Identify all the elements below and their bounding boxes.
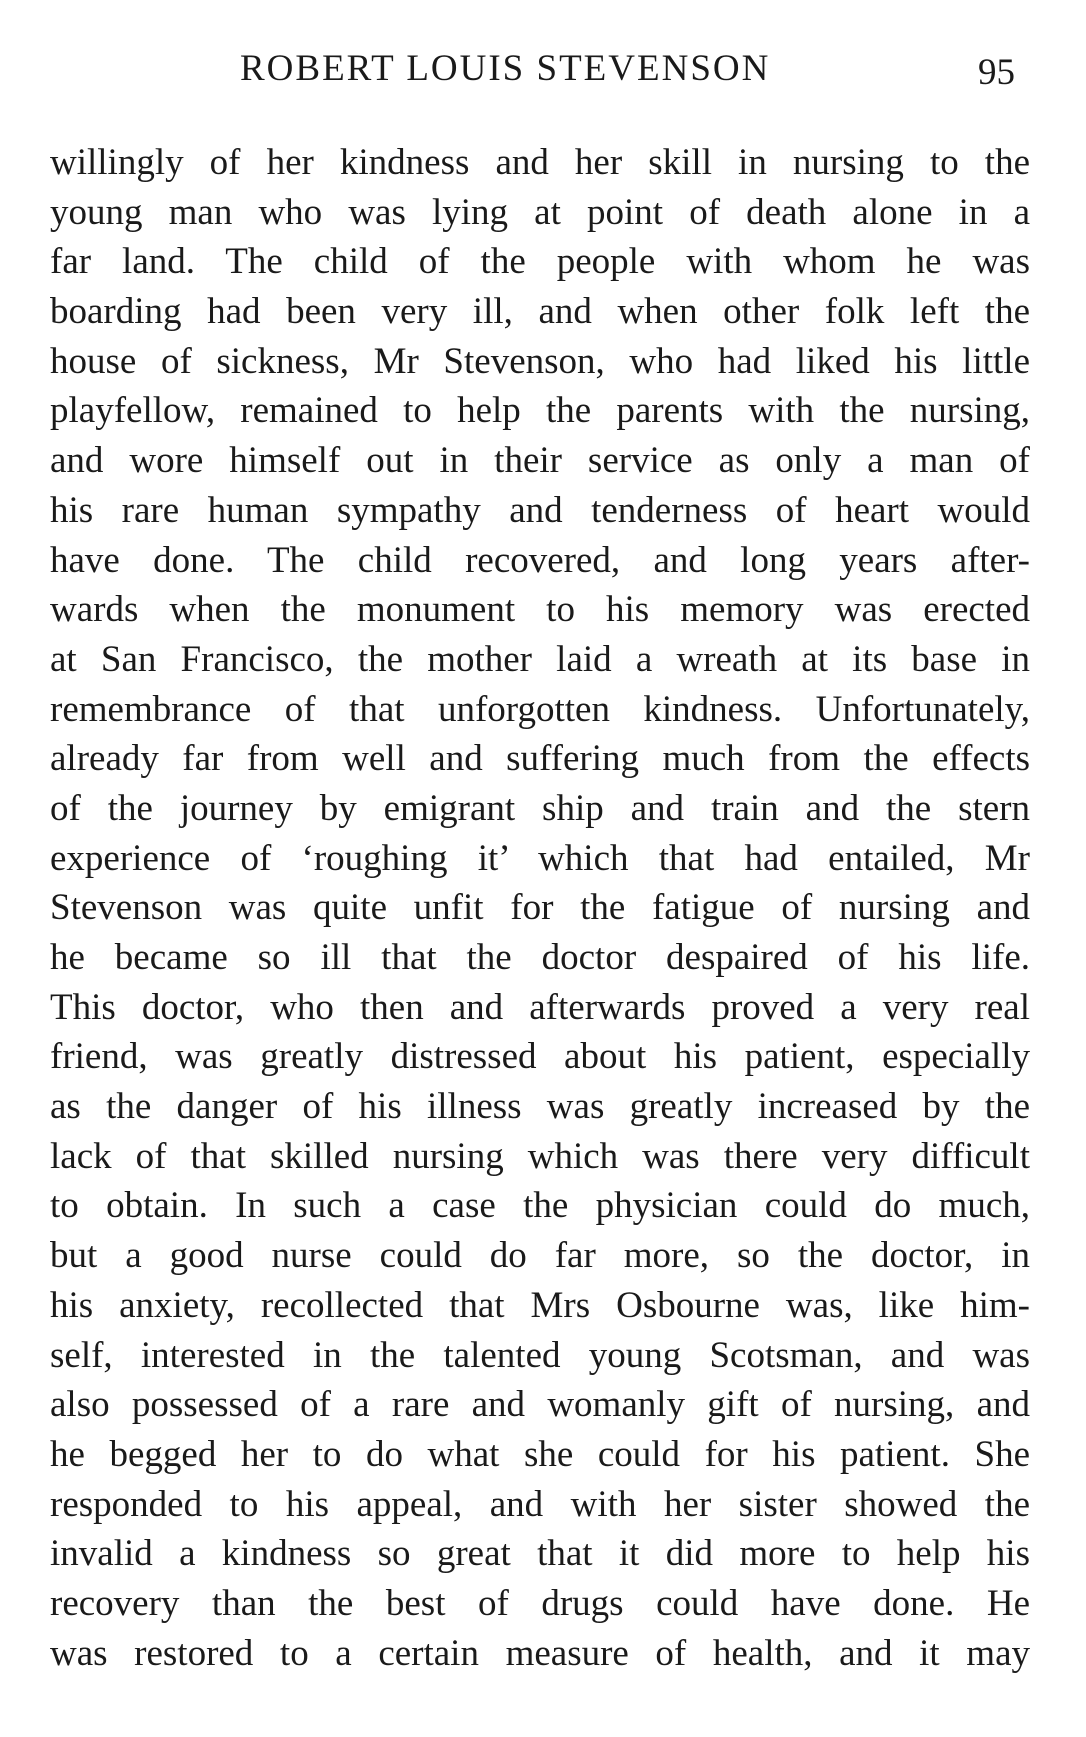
text-line: remembrance of that unforgotten kindness. Unfortunately, [50,688,1030,730]
text-line: his anxiety, recollected that Mrs Osbourne was, like him- [50,1284,1030,1326]
body-text [50,138,1030,1678]
text-line: responded to his appeal, and with her sister showed the [50,1483,1030,1525]
text-line: his rare human sympathy and tenderness of heart would [50,489,1030,531]
text-line: house of sickness, Mr Stevenson, who had liked his little [50,340,1030,382]
text-line: boarding had been very ill, and when other folk left the [50,291,1030,333]
text-line: have done. The child recovered, and long years after- [50,539,1030,581]
text-line: friend, was greatly distressed about his patient, especially [50,1036,1030,1078]
text-line: young man who was lying at point of death alone in a [50,191,1030,233]
text-line: already far from well and suffering much from the effects [50,738,1030,780]
text-line: was restored to a certain measure of health, and it may [50,1632,1030,1674]
text-line: willingly of her kindness and her skill in nursing to the [50,142,1030,183]
text-line: to obtain. In such a case the physician could do much, [50,1185,1030,1227]
text-line: far land. The child of the people with whom he was [50,241,1030,283]
text-line: This doctor, who then and afterwards proved a very real [50,986,1030,1028]
text-line: at San Francisco, the mother laid a wreath at its base in [50,638,1030,680]
text-line: playfellow, remained to help the parents with the nursing, [50,390,1030,432]
text-line: lack of that skilled nursing which was there very difficult [50,1135,1030,1177]
text-line: self, interested in the talented young Scotsman, and was [50,1334,1030,1376]
text-line: wards when the monument to his memory was erected [50,589,1030,631]
text-line: invalid a kindness so great that it did more to help his [50,1533,1030,1575]
text-line: experience of ‘roughing it’ which that had entailed, Mr [50,837,1030,879]
text-line: he begged her to do what she could for his patient. She [50,1433,1030,1475]
text-line: he became so ill that the doctor despaired of his life. [50,937,1030,978]
text-line: of the journey by emigrant ship and train and the stern [50,787,1030,829]
running-head-title: ROBERT LOUIS STEVENSON [240,48,771,89]
text-line: Stevenson was quite unfit for the fatigue of nursing and [50,887,1030,929]
text-line: recovery than the best of drugs could have done. He [50,1582,1030,1624]
text-line: but a good nurse could do far more, so the doctor, in [50,1235,1030,1277]
text-line: as the danger of his illness was greatly increased by the [50,1086,1030,1128]
text-line: also possessed of a rare and womanly gift of nursing, and [50,1384,1030,1426]
text-line: and wore himself out in their service as only a man of [50,440,1030,482]
page-number: 95 [978,52,1015,93]
